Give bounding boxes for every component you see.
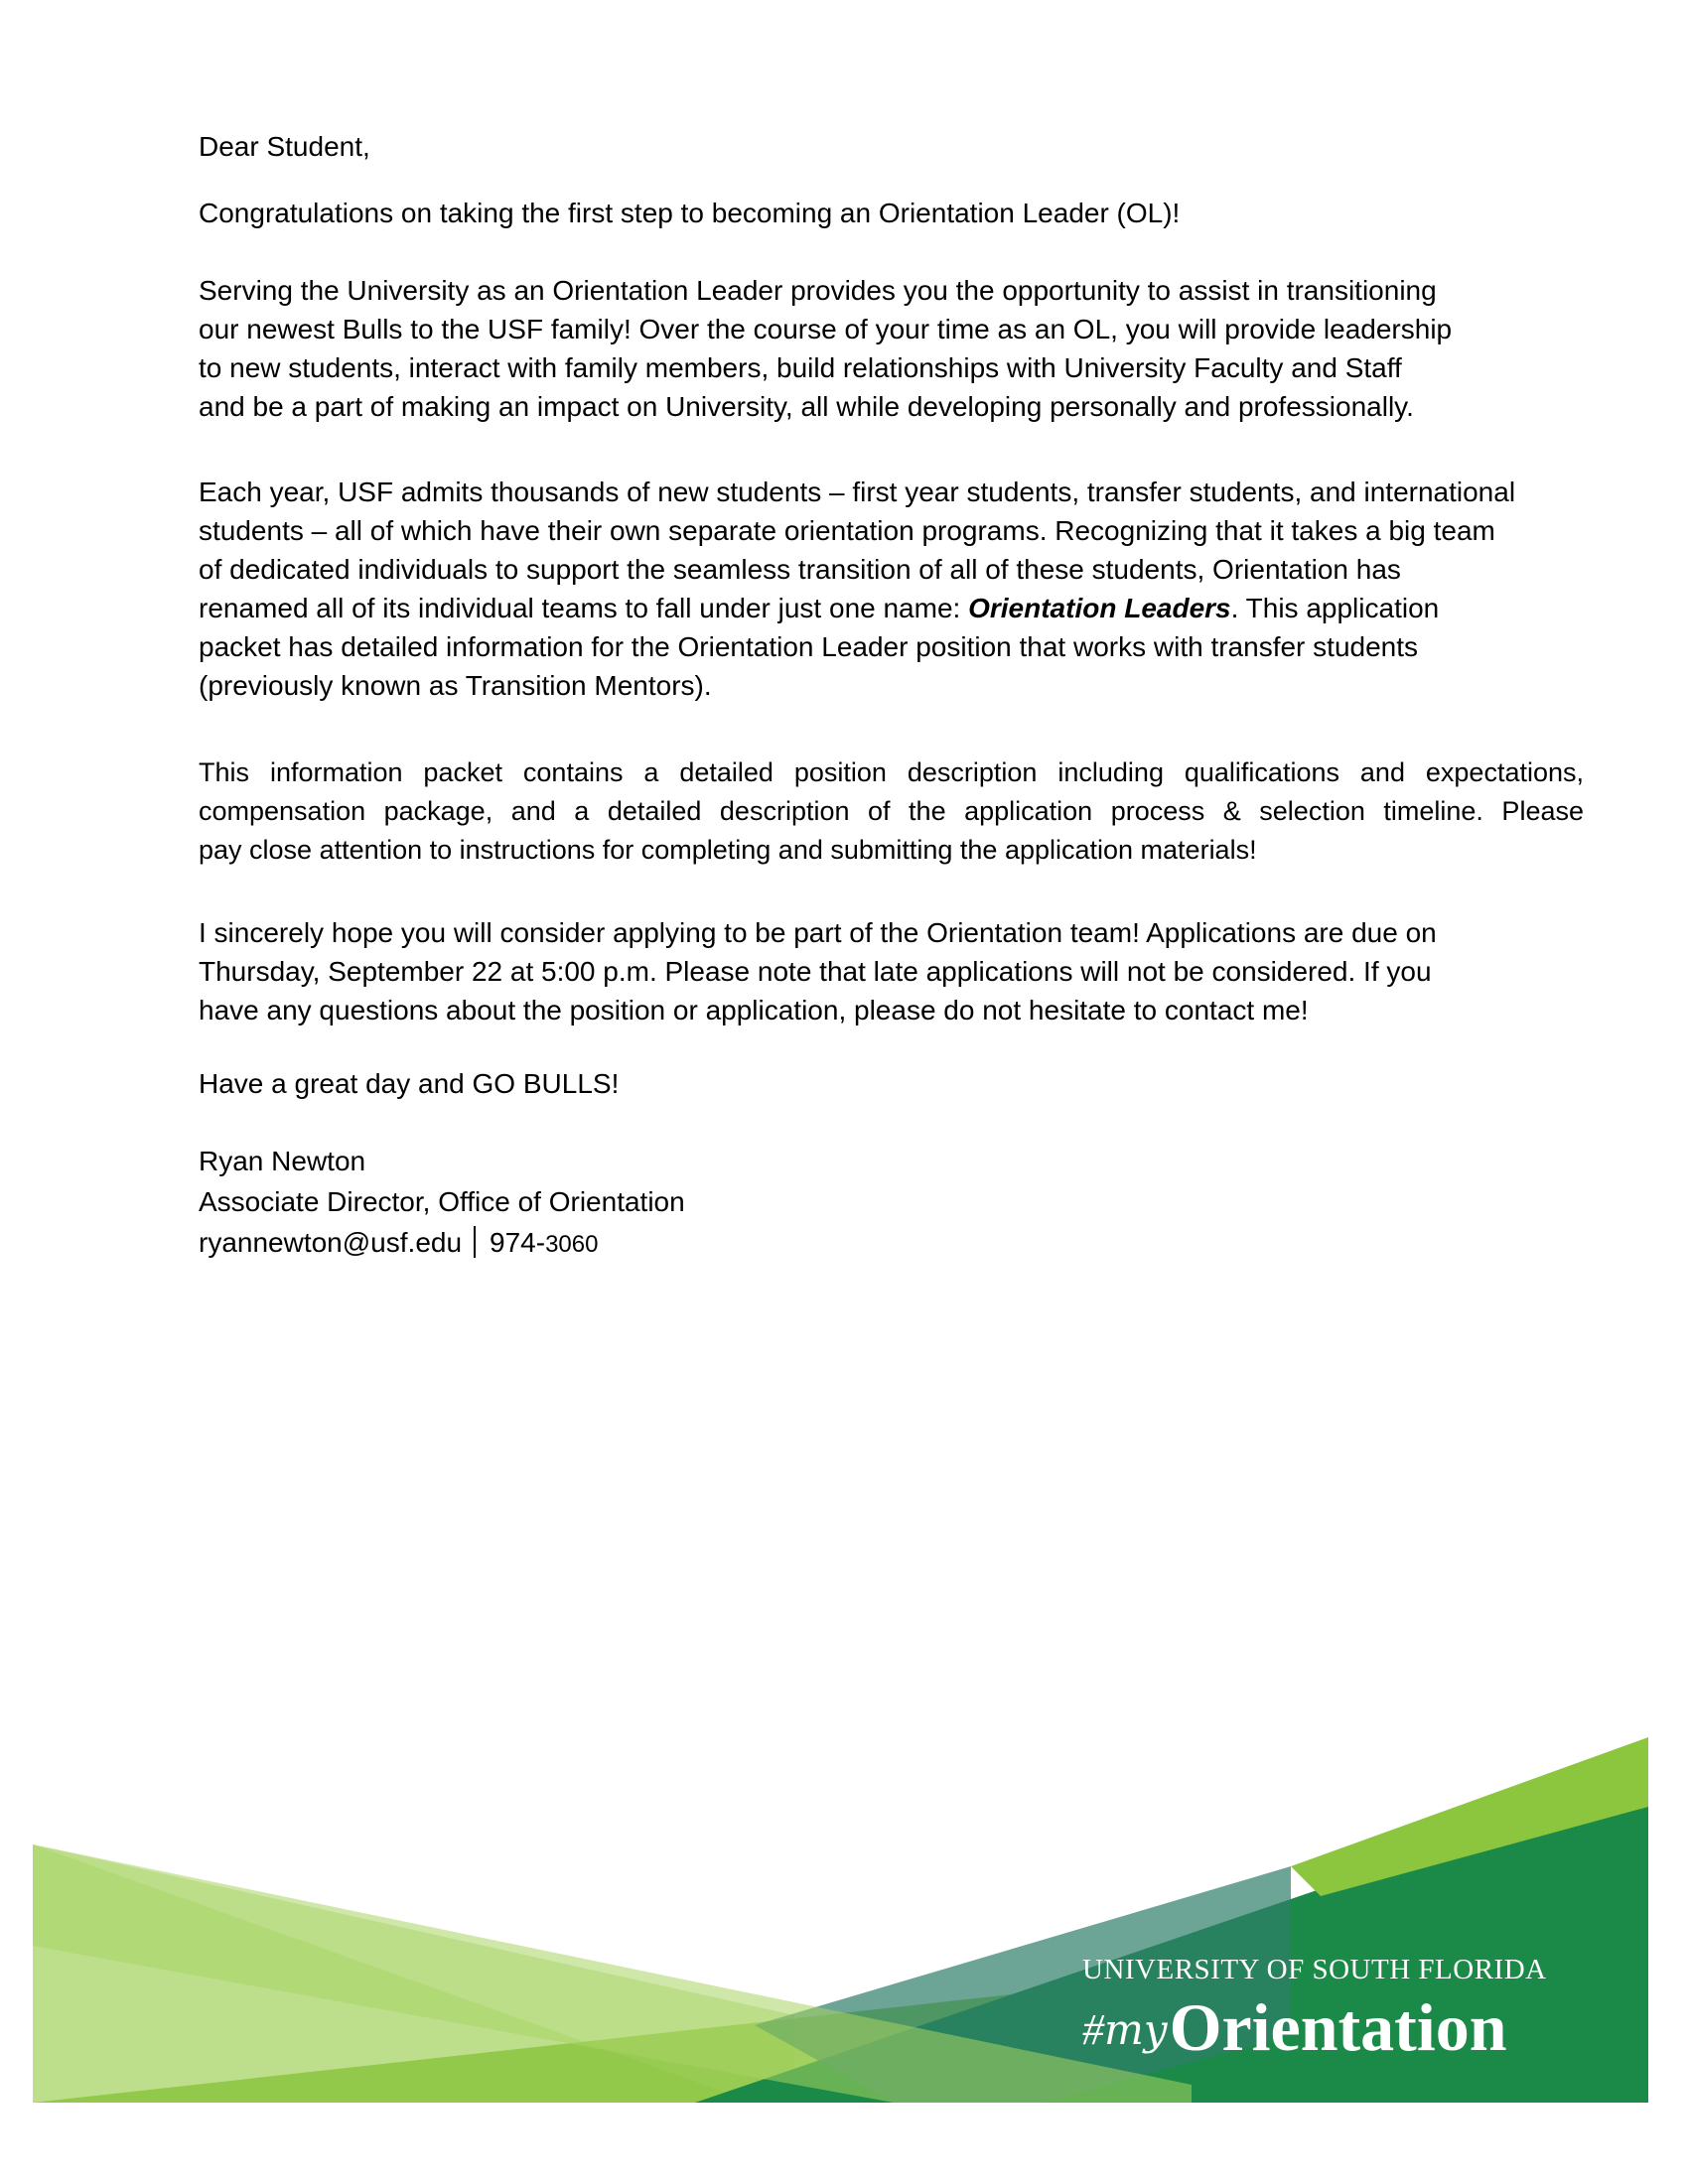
my-script: my	[1104, 2005, 1168, 2054]
paragraph-line: compensation package, and a detailed description of the application process & selection timeline. Please	[199, 796, 1584, 826]
paragraph-line: I sincerely hope you will consider applying to be part of the Orientation team! Applications are due on	[199, 917, 1437, 948]
signature-name: Ryan Newton	[199, 1146, 366, 1176]
separator-bar	[474, 1226, 476, 1258]
orientation-leaders-emphasis: Orientation Leaders	[968, 593, 1231, 623]
paragraph-line: have any questions about the position or application, please do not hesitate to contact me!	[199, 995, 1309, 1025]
paragraph-apply	[199, 913, 1638, 1029]
paragraph-line	[199, 589, 1638, 627]
paragraph-line: (previously known as Transition Mentors).	[199, 670, 712, 701]
orientation-word: Orientation	[1169, 1989, 1507, 2065]
orientation-wordmark	[1082, 1988, 1638, 2067]
paragraph-line: our newest Bulls to the USF family! Over the course of your time as an OL, you will provide leadership	[199, 314, 1453, 344]
signature-contact	[199, 1222, 1638, 1265]
signature-title: Associate Director, Office of Orientation	[199, 1186, 685, 1217]
phone-number: 3060	[545, 1231, 599, 1258]
salutation: Dear Student,	[199, 131, 370, 162]
paragraph-line: pay close attention to instructions for completing and submitting the application materials!	[199, 835, 1257, 865]
paragraph-line: Each year, USF admits thousands of new students – first year students, transfer students, and international	[199, 477, 1516, 507]
paragraph-line: students – all of which have their own separate orientation programs. Recognizing that it takes a big team	[199, 515, 1495, 546]
line-text: . This application	[1230, 593, 1440, 623]
paragraph-line: packet has detailed information for the Orientation Leader position that works with transfer students	[199, 631, 1419, 662]
line-text: renamed all of its individual teams to fall under just one name:	[199, 593, 969, 623]
paragraph-each-year	[199, 473, 1638, 705]
paragraph-line: and be a part of making an impact on University, all while developing personally and professionally.	[199, 391, 1414, 422]
paragraph-line: This information packet contains a detailed position description including qualifications and expectations,	[199, 757, 1584, 787]
phone-prefix: 974-	[490, 1227, 546, 1258]
email-link[interactable]: ryannewton@usf.edu	[199, 1227, 463, 1258]
letter-body	[199, 127, 1638, 1265]
usf-orientation-logo	[1082, 1954, 1638, 2067]
university-name: UNIVERSITY OF SOUTH FLORIDA	[1082, 1954, 1547, 1985]
closing: Have a great day and GO BULLS!	[199, 1068, 620, 1099]
hash-symbol: #	[1082, 2005, 1104, 2054]
paragraph-line: Thursday, September 22 at 5:00 p.m. Please note that late applications will not be considered. If you	[199, 956, 1432, 987]
paragraph-line: of dedicated individuals to support the seamless transition of all of these students, Orientation has	[199, 554, 1401, 585]
footer-banner-graphic	[0, 1688, 1688, 2184]
paragraph-line: to new students, interact with family members, build relationships with University Faculty and Staff	[199, 352, 1402, 383]
signature-block	[199, 1141, 1638, 1265]
paragraph-serving	[199, 271, 1638, 426]
paragraph-information-packet	[199, 753, 1584, 870]
paragraph-line: Serving the University as an Orientation Leader provides you the opportunity to assist in transitioning	[199, 275, 1437, 306]
congratulations-line: Congratulations on taking the first step to becoming an Orientation Leader (OL)!	[199, 198, 1181, 228]
